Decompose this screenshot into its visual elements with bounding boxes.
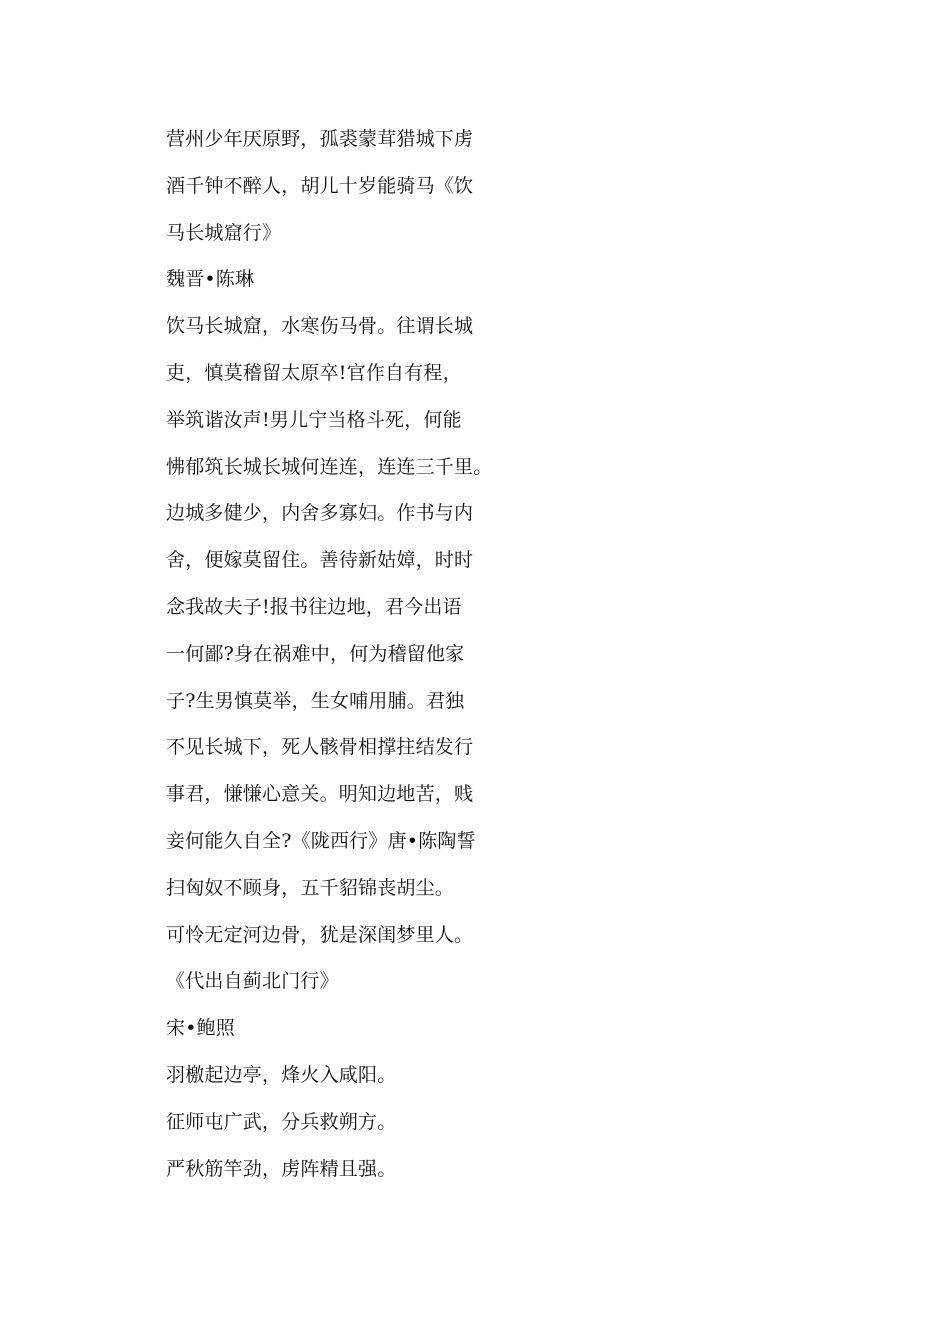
text-line: 饮马长城窟，水寒伤马骨。往谓长城 [166, 315, 474, 338]
text-line: 一何鄙?身在祸难中，何为稽留他家 [166, 642, 465, 665]
text-line: 不见长城下，死人骸骨相撑拄结发行 [166, 736, 474, 759]
text-line: 《代出自蓟北门行》 [166, 970, 339, 993]
text-line: 马长城窟行》 [166, 221, 282, 244]
poem-text-block [166, 116, 526, 1192]
text-line: 宋•鲍照 [166, 1017, 236, 1040]
text-line: 事君，慊慊心意关。明知边地苦，贱 [166, 783, 474, 806]
text-line: 念我故夫子!报书往边地，君今出语 [166, 595, 462, 618]
text-line: 边城多健少，内舍多寡妇。作书与内 [166, 502, 474, 525]
text-line: 严秋筋竿劲，虏阵精且强。 [166, 1157, 397, 1180]
text-line: 酒千钟不醉人，胡儿十岁能骑马《饮 [166, 174, 474, 197]
text-line: 羽檄起边亭，烽火入咸阳。 [166, 1063, 397, 1086]
text-line: 扫匈奴不顾身，五千貂锦丧胡尘。 [166, 876, 455, 899]
text-line: 征师屯广武，分兵救朔方。 [166, 1110, 397, 1133]
text-line: 举筑谐汝声!男儿宁当格斗死，何能 [166, 408, 462, 431]
text-line: 妾何能久自全?《陇西行》唐•陈陶誓 [166, 829, 476, 852]
text-line: 子?生男慎莫举，生女哺用脯。君独 [166, 689, 465, 712]
text-line: 魏晋•陈琳 [166, 268, 255, 291]
text-line: 吏，慎莫稽留太原卒!官作自有程， [166, 361, 462, 384]
text-line: 营州少年厌原野，孤裘蒙茸猎城下虏 [166, 128, 474, 150]
text-line: 可怜无定河边骨，犹是深闺梦里人。 [166, 923, 474, 946]
text-line: 舍，便嫁莫留住。善待新姑嫜，时时 [166, 549, 474, 572]
text-line: 怫郁筑长城长城何连连，连连三千里。 [166, 455, 493, 478]
